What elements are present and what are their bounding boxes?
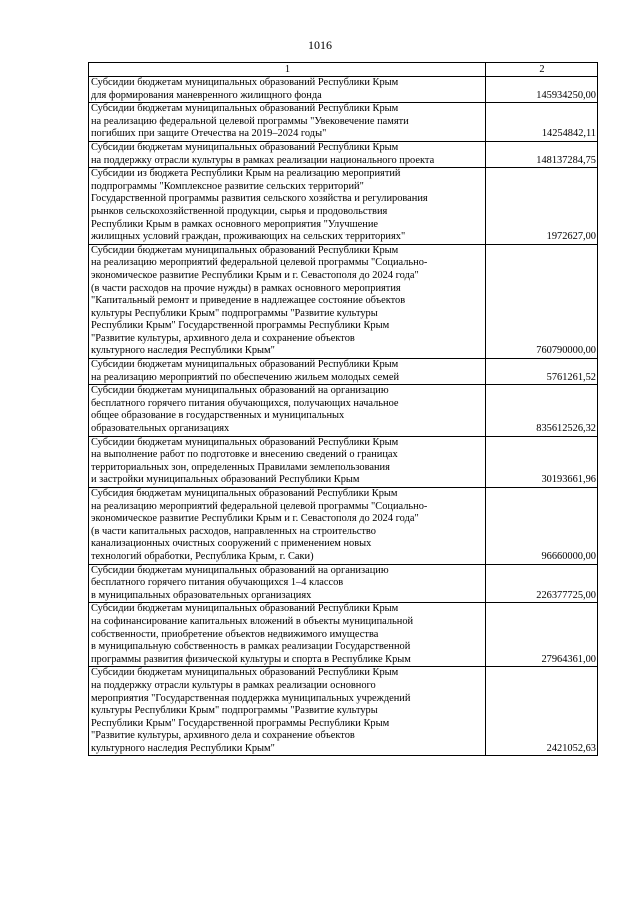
subsidy-description: Субсидии бюджетам муниципальных образований на организацию бесплатного горячего питания обучающихся, получающих начальное общее образование в государственных и муниципальных образовательных организациях: [89, 385, 486, 436]
table-row: [89, 168, 598, 245]
subsidy-description: Субсидии бюджетам муниципальных образований Республики Крым на реализацию федеральной целевой программы "Увековечение памяти погибших при защите Отечества на 2019–2024 годы": [89, 103, 486, 142]
table-row: [89, 77, 598, 103]
subsidy-amount: 1972627,00: [486, 168, 598, 245]
subsidy-description: Субсидии бюджетам муниципальных образований Республики Крым на поддержку отрасли культуры в рамках реализации основного мероприятия "Государственная поддержка муниципальных учреждений культуры Республики Крым" подпрограммы "Развитие культуры Республики Крым" Государственной программы Республики Крым "Развитие культуры, архивного дела и сохранение объектов культурного наследия Республики Крым": [89, 667, 486, 756]
table-row: [89, 667, 598, 756]
subsidy-amount: 30193661,96: [486, 436, 598, 487]
column-header-1: 1: [89, 63, 486, 77]
subsidy-description: Субсидии бюджетам муниципальных образований Республики Крым на реализацию мероприятий федеральной целевой программы "Социально- экономическое развитие Республики Крым и г. Севастополя до 2024 года" (в части расходов на прочие нужды) в рамках основного мероприятия "Капитальный ремонт и приведение в надлежащее состояние объектов культуры Республики Крым" подпрограммы "Развитие культуры Республики Крым" Государственной программы Республики Крым "Развитие культуры, архивного дела и сохранение объектов культурного наследия Республики Крым": [89, 244, 486, 358]
subsidy-description: Субсидии бюджетам муниципальных образований Республики Крым для формирования маневренного жилищного фонда: [89, 77, 486, 103]
table-row: [89, 141, 598, 167]
subsidy-amount: 2421052,63: [486, 667, 598, 756]
table-row: [89, 385, 598, 436]
table-row: [89, 244, 598, 358]
subsidy-amount: 96660000,00: [486, 488, 598, 565]
subsidy-amount: 14254842,11: [486, 103, 598, 142]
table-row: [89, 436, 598, 487]
subsidy-description: Субсидия бюджетам муниципальных образований Республики Крым на реализацию мероприятий федеральной целевой программы "Социально- экономическое развитие Республики Крым и г. Севастополя до 2024 года" (в части капитальных расходов, направленных на строительство канализационных очистных сооружений с применением новых технологий обработки, Республика Крым, г. Саки): [89, 488, 486, 565]
subsidy-description: Субсидии бюджетам муниципальных образований Республики Крым на софинансирование капитальных вложений в объекты муниципальной собственности, приобретение объектов недвижимого имущества в муниципальную собственность в рамках реализации Государственной программы развития физической культуры и спорта в Республике Крым: [89, 603, 486, 667]
table-row: [89, 603, 598, 667]
budget-table: [88, 62, 598, 756]
table-body: [89, 77, 598, 756]
subsidy-description: Субсидии бюджетам муниципальных образований Республики Крым на выполнение работ по подготовке и внесению сведений о границах территориальных зон, определенных Правилами землепользования и застройки муниципальных образований Республики Крым: [89, 436, 486, 487]
subsidy-description: Субсидии бюджетам муниципальных образований на организацию бесплатного горячего питания обучающихся 1–4 классов в муниципальных образовательных организациях: [89, 564, 486, 603]
header-row: [89, 63, 598, 77]
subsidy-description: Субсидии бюджетам муниципальных образований Республики Крым на реализацию мероприятий по обеспечению жильем молодых семей: [89, 359, 486, 385]
subsidy-amount: 148137284,75: [486, 141, 598, 167]
table-row: [89, 564, 598, 603]
subsidy-amount: 226377725,00: [486, 564, 598, 603]
subsidy-description: Субсидии из бюджета Республики Крым на реализацию мероприятий подпрограммы "Комплексное развитие сельских территорий" Государственной программы развития сельского хозяйства и регулирования рынков сельскохозяйственной продукции, сырья и продовольствия Республики Крым в рамках основного мероприятия "Улучшение жилищных условий граждан, проживающих на сельских территориях": [89, 168, 486, 245]
table-row: [89, 359, 598, 385]
page-number: 1016: [308, 38, 332, 52]
subsidy-description: Субсидии бюджетам муниципальных образований Республики Крым на поддержку отрасли культуры в рамках реализации национального проекта: [89, 141, 486, 167]
table-row: [89, 103, 598, 142]
subsidy-amount: 27964361,00: [486, 603, 598, 667]
subsidy-amount: 5761261,52: [486, 359, 598, 385]
subsidy-amount: 145934250,00: [486, 77, 598, 103]
subsidy-amount: 760790000,00: [486, 244, 598, 358]
column-header-2: 2: [486, 63, 598, 77]
subsidy-amount: 835612526,32: [486, 385, 598, 436]
table-row: [89, 488, 598, 565]
